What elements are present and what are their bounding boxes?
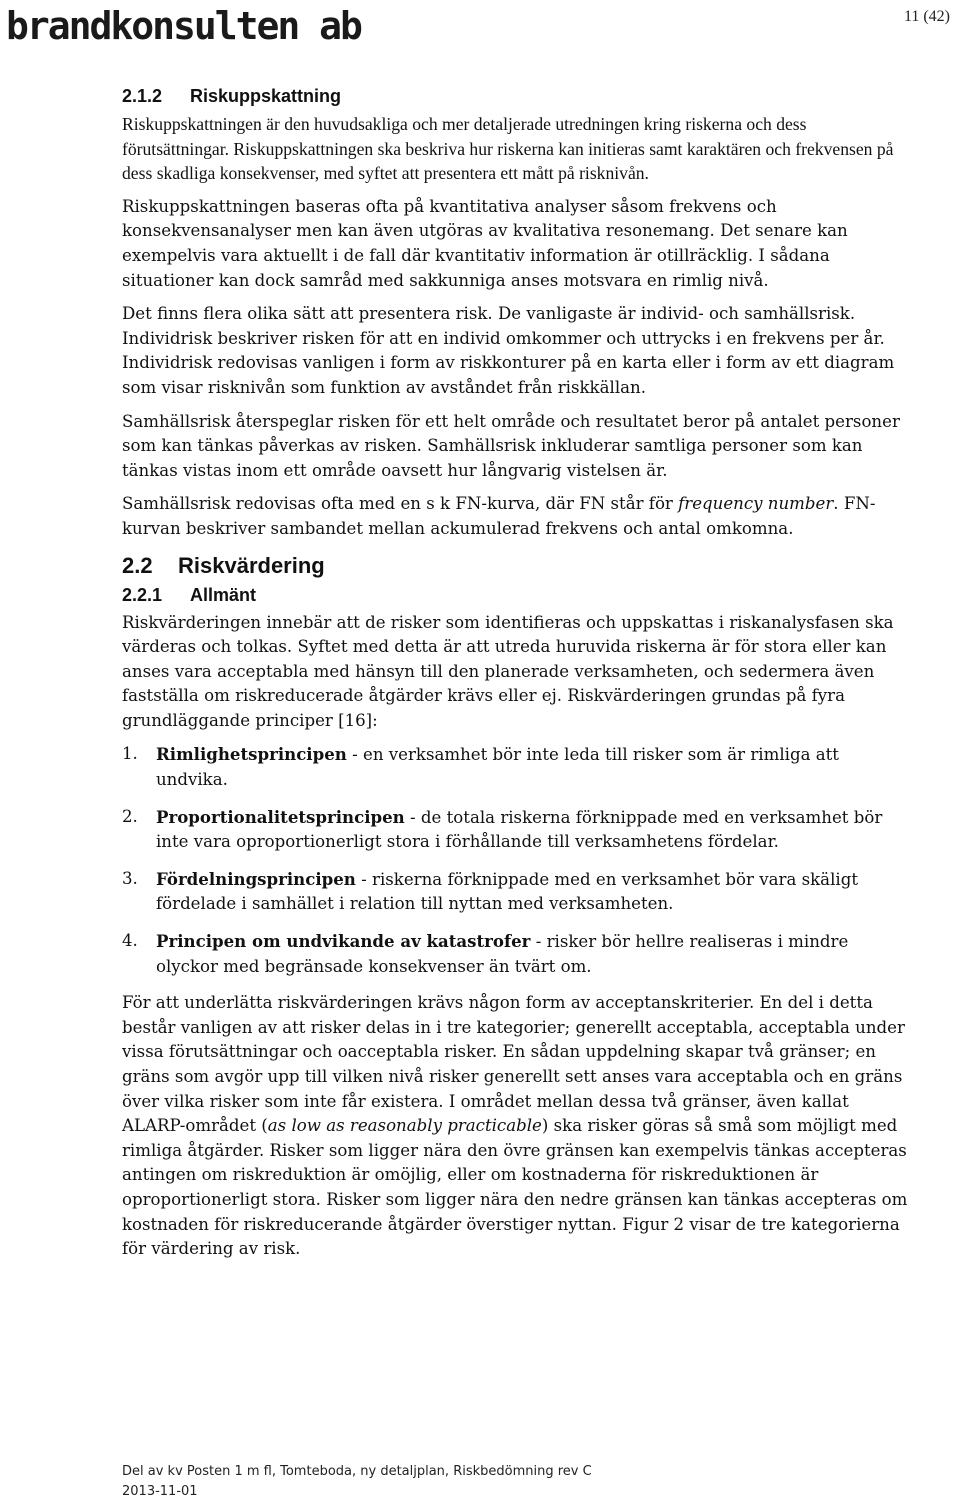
paragraph: Riskvärderingen innebär att de risker som identifieras och uppskattas i riskanalysfasen ska värderas och tolkas. Syftet med detta är att utreda huruvida riskerna är för stora eller kan anses vara acceptabla med hänsyn till den planerade verksamheten, och sedermera även fastställa om riskreducerade åtgärder krävs eller ej. Riskvärderingen grundas på fyra grundläggande principer [16]: (122, 612, 894, 730)
list-item (122, 742, 912, 792)
heading-number: 2.2 (122, 552, 153, 578)
principles-list (122, 742, 912, 979)
heading-2-2 (122, 551, 912, 581)
page-number: 11 (42) (903, 8, 950, 25)
heading-number: 2.1.2 (122, 86, 163, 106)
heading-2-1-2 (122, 84, 912, 108)
heading-number: 2.2.1 (122, 584, 163, 605)
paragraph: Samhällsrisk återspeglar risken för ett helt område och resultatet beror på antalet personer som kan tänkas påverkas av risken. Samhällsrisk inkluderar samtliga personer som kan tänkas vistas inom ett område oavsett hur långvarig vistelsen är. (122, 411, 900, 480)
paragraph: Det finns flera olika sätt att presentera risk. De vanligaste är individ- och samhällsrisk. Individrisk beskriver risken för att en individ omkommer och uttrycks i en frekvens per år. Individrisk redovisas vanligen i form av riskkonturer på en karta eller i form av ett diagram som visar risknivån som funktion av avståndet från riskkällan. (122, 304, 895, 397)
list-item (122, 805, 912, 855)
footer-date: 2013-11-01 (122, 1484, 198, 1499)
italic-term: frequency number (678, 494, 834, 514)
list-number: 4. (122, 931, 138, 951)
paragraph-alarp (122, 991, 912, 1262)
principle-text: - riskerna förknippade med en verksamhet bör vara skäligt fördelade i samhället i relation till nyttan med verksamheten. (156, 869, 858, 914)
heading-title: Riskvärdering (178, 552, 325, 578)
principle-name: Principen om undvikande av katastrofer (156, 931, 531, 952)
paragraph: Riskuppskattningen är den huvudsakliga och mer detaljerade utredningen kring riskerna och dess förutsättningar. Riskuppskattningen ska beskriva hur riskerna kan initieras samt karaktären och frekvensen på dess skadliga konsekvenser, med syftet att presentera ett mått på risknivån. (122, 114, 894, 184)
heading-title: Allmänt (190, 584, 257, 605)
paragraph: Riskuppskattningen baseras ofta på kvantitativa analyser såsom frekvens och konsekvensanalyser men kan även utgöras av kvalitativa resonemang. Det senare kan exempelvis vara aktuellt i de fall där kvantitativ information är otillräcklig. I sådana situationer kan dock samråd med sakkunniga anses motsvara en rimlig nivå. (122, 196, 848, 290)
text-run: För att underlätta riskvärderingen krävs någon form av acceptanskriterier. En del i detta består vanligen av att risker delas in i tre kategorier; generellt acceptabla, acceptabla under vissa förutsättningar och oacceptabla risker. En sådan uppdelning skapar två gränser; en gräns som avgör upp till vilken nivå risker generellt sett anses vara acceptabla och en gräns över vilka risker som inte får existera. I området mellan dessa två gränser, även kallat ALARP-området ( (122, 993, 905, 1136)
list-number: 1. (122, 744, 138, 764)
heading-2-2-1 (122, 583, 912, 607)
list-number: 2. (122, 806, 138, 826)
company-logo: brandkonsulten ab (6, 4, 361, 48)
list-item (122, 867, 912, 917)
principle-text: - en verksamhet bör inte leda till risker som är rimliga att undvika. (156, 745, 839, 790)
heading-title: Riskuppskattning (190, 86, 342, 106)
italic-term: as low as reasonably practicable (267, 1116, 542, 1136)
list-item (122, 929, 912, 979)
principle-text: - de totala riskerna förknippade med en verksamhet bör inte vara oproportionerligt stora i förhållande till verksamhetens fördelar. (156, 807, 883, 852)
text-run: Samhällsrisk redovisas ofta med en s k FN-kurva, där FN står för (122, 494, 679, 514)
page-footer (122, 1462, 592, 1502)
principle-name: Proportionalitetsprincipen (156, 806, 405, 827)
principle-name: Fördelningsprincipen (156, 868, 356, 889)
principle-name: Rimlighetsprincipen (156, 744, 347, 765)
principle-text: - risker bör hellre realiseras i mindre olyckor med begränsade konsekvenser än tvärt om. (156, 932, 849, 976)
text-run: . FN-kurvan beskriver sambandet mellan ackumulerad frekvens och antal omkomna. (122, 494, 876, 538)
paragraph-fn-curve (122, 492, 912, 541)
document-body (122, 84, 912, 1271)
footer-title: Del av kv Posten 1 m fl, Tomteboda, ny detaljplan, Riskbedömning rev C (122, 1464, 592, 1479)
list-number: 3. (122, 868, 138, 888)
text-run: ) ska risker göras så små som möjligt med rimliga åtgärder. Risker som ligger nära den övre gränsen kan exempelvis tänkas accepteras antingen om riskreduktion är omöjlig, eller om kostnaderna för riskreduktionen är oproportionerligt stora. Risker som ligger nära den nedre gränsen kan tänkas accepteras om kostnaden för riskreducerande åtgärder överstiger nyttan. Figur 2 visar de tre kategorierna för värdering av risk. (122, 1116, 908, 1259)
